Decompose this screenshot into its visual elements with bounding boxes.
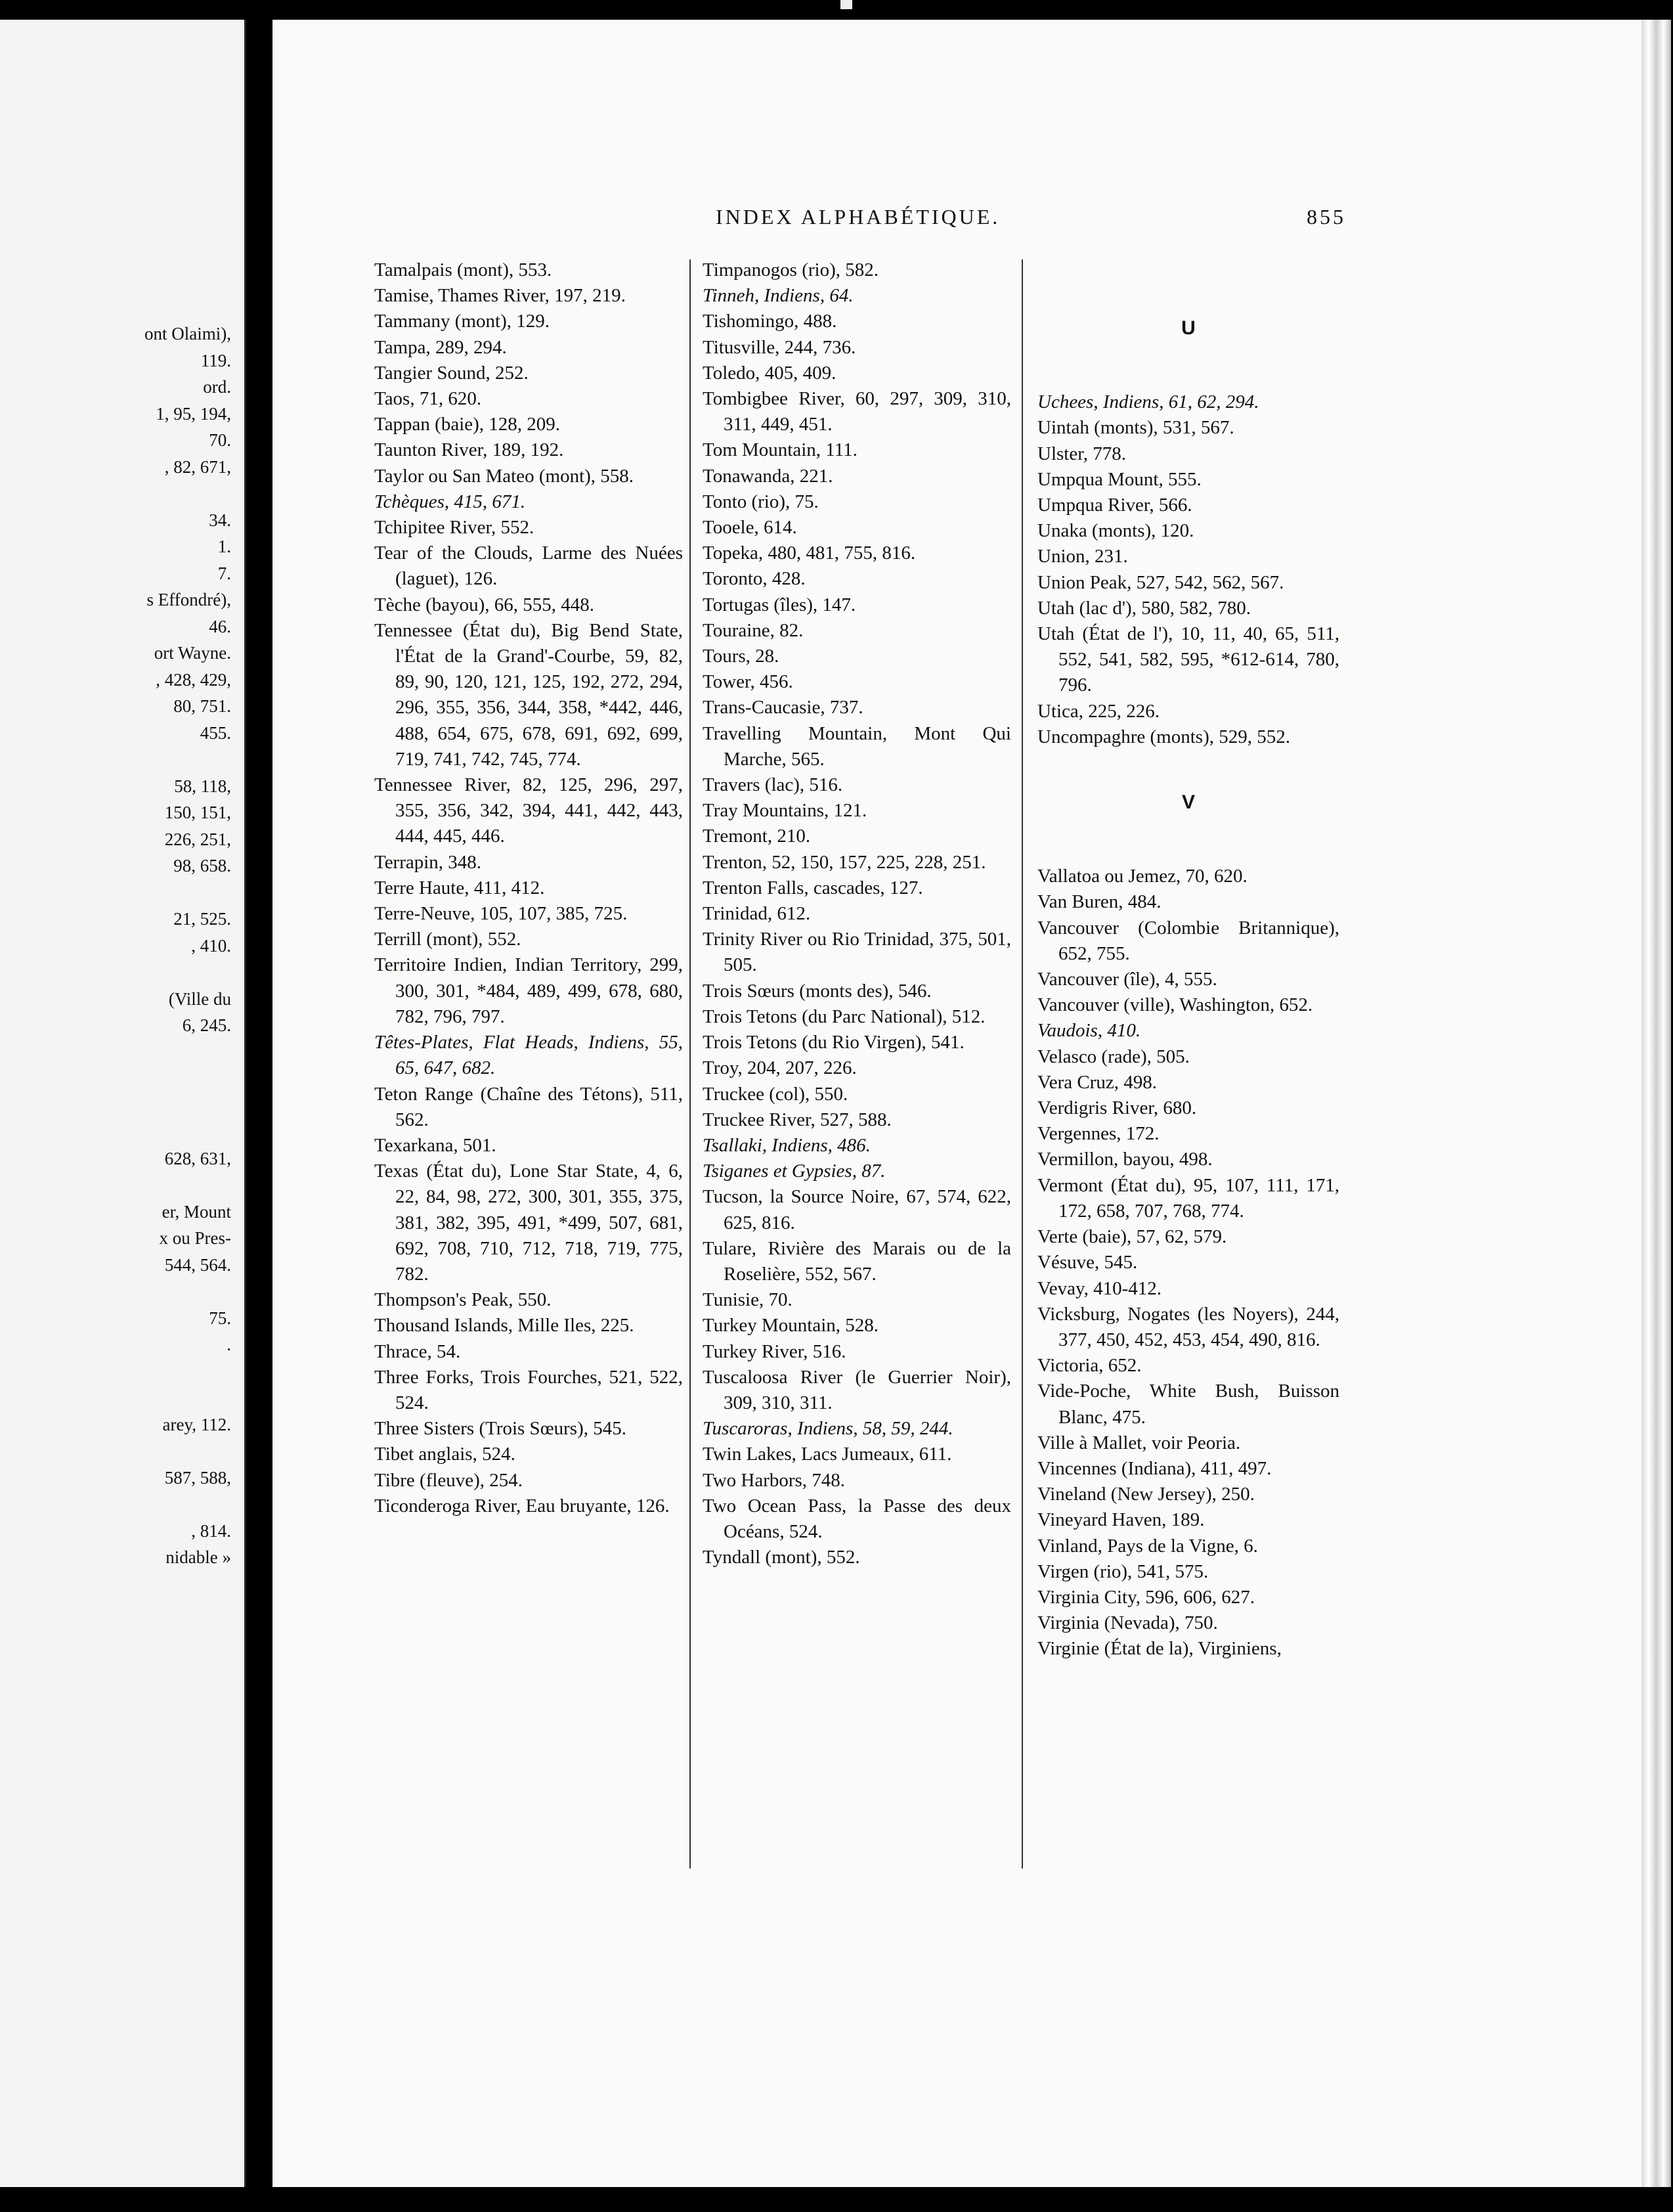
facing-page-line: , 410. [191, 935, 231, 956]
index-entry: Turkey River, 516. [703, 1340, 846, 1362]
index-entry: Vancouver (ville), Washington, 652. [1037, 994, 1313, 1016]
index-entry: Uchees, Indiens, 61, 62, 294. [1037, 391, 1259, 413]
index-entry: Trinidad, 612. [703, 903, 811, 925]
index-entry: Unaka (monts), 120. [1037, 520, 1194, 542]
index-entry: Tear of the Clouds, Larme des Nuées (laguet), 126. [374, 542, 683, 590]
facing-page-line: x ou Pres- [159, 1228, 231, 1248]
index-entry: Uncompaghre (monts), 529, 552. [1037, 726, 1290, 747]
index-entry: Ticonderoga River, Eau bruyante, 126. [374, 1495, 670, 1516]
index-entry: Utah (lac d'), 580, 582, 780. [1037, 597, 1251, 619]
index-entry: Topeka, 480, 481, 755, 816. [703, 542, 916, 564]
index-entry: Thousand Islands, Mille Iles, 225. [374, 1315, 634, 1337]
facing-page-line: arey, 112. [162, 1414, 231, 1434]
index-entry: Tishomingo, 488. [703, 311, 837, 332]
facing-page-line: 98, 658. [173, 856, 231, 875]
column-rule [1022, 259, 1023, 1869]
index-entry: Terre-Neuve, 105, 107, 385, 725. [374, 903, 628, 925]
index-entry: Velasco (rade), 505. [1037, 1046, 1190, 1067]
index-entry: Turkey Mountain, 528. [703, 1315, 879, 1337]
facing-page-line: 628, 631, [164, 1148, 231, 1168]
facing-page-line: 6, 245. [182, 1015, 231, 1035]
index-entry: Three Forks, Trois Fourches, 521, 522, 524. [374, 1366, 683, 1413]
scan-speck [840, 0, 852, 9]
index-entry: Vancouver (île), 4, 555. [1037, 969, 1217, 990]
index-entry: Tuscaroras, Indiens, 58, 59, 244. [703, 1418, 953, 1440]
facing-page-line: ont Olaimi), [144, 324, 231, 343]
facing-page-line: 7. [217, 563, 231, 583]
index-entry: Vermont (État du), 95, 107, 111, 171, 172, 658, 707, 768, 774. [1037, 1174, 1339, 1222]
facing-page-line: 70. [209, 430, 231, 450]
index-entry: Vaudois, 410. [1037, 1020, 1141, 1042]
index-entry: Tremont, 210. [703, 826, 811, 847]
index-entry: Tennessee (État du), Big Bend State, l'État de la Grand'-Courbe, 59, 82, 89, 90, 120, 121, 125, 192, 272, 294, 296, 355, 356, 344, 358, *442, 446, 488, 654, 675, 678, 691, 692, 699, 719, 741, 742, 745, 774. [374, 619, 683, 770]
index-entry: Tom Mountain, 111. [703, 439, 858, 461]
index-entry: Tamise, Thames River, 197, 219. [374, 285, 626, 307]
index-entry: Virginia (Nevada), 750. [1037, 1612, 1218, 1634]
index-entry: Vergennes, 172. [1037, 1123, 1160, 1145]
facing-page-line: 75. [209, 1308, 231, 1328]
index-entry: Terrapin, 348. [374, 851, 482, 873]
index-entry: Two Ocean Pass, la Passe des deux Océans, 524. [703, 1495, 1011, 1542]
index-entry: Tuscaloosa River (le Guerrier Noir), 309, 310, 311. [703, 1366, 1011, 1413]
facing-page-line: 455. [200, 722, 231, 743]
index-entry: Tours, 28. [703, 646, 779, 667]
index-entry: Tulare, Rivière des Marais ou de la Roselière, 552, 567. [703, 1237, 1011, 1285]
index-entry: Umpqua Mount, 555. [1037, 468, 1202, 490]
index-column-2 [703, 257, 1011, 1570]
facing-page-line: 58, 118, [174, 776, 231, 796]
facing-page-line: ord. [203, 377, 231, 397]
page-title: INDEX ALPHABÉTIQUE. [716, 205, 1001, 229]
index-entry: Tombigbee River, 60, 297, 309, 310, 311, 449, 451. [703, 388, 1011, 435]
running-header [716, 205, 1346, 231]
index-entry: Vésuve, 545. [1037, 1252, 1138, 1273]
facing-page-line: 34. [209, 510, 231, 530]
index-entry: Teton Range (Chaîne des Tétons), 511, 562. [374, 1083, 683, 1130]
index-entry: Vinland, Pays de la Vigne, 6. [1037, 1535, 1258, 1557]
index-entry: Twin Lakes, Lacs Jumeaux, 611. [703, 1444, 952, 1465]
facing-page-line: 587, 588, [164, 1467, 231, 1488]
section-v-entries [1037, 864, 1339, 1662]
index-entry: Tinneh, Indiens, 64. [703, 285, 854, 307]
facing-page-fragment [0, 20, 246, 2187]
index-entry: Tower, 456. [703, 671, 793, 693]
index-entry: Vincennes (Indiana), 411, 497. [1037, 1457, 1272, 1479]
index-entry: Ulster, 778. [1037, 443, 1126, 464]
index-entry: Vancouver (Colombie Britannique), 652, 755. [1037, 917, 1339, 964]
index-entry: Trois Tetons (du Parc National), 512. [703, 1006, 986, 1027]
index-entry: Toronto, 428. [703, 568, 806, 590]
index-entry: Trois Sœurs (monts des), 546. [703, 980, 932, 1002]
index-entry: Virgen (rio), 541, 575. [1037, 1560, 1209, 1582]
index-column-1 [374, 257, 683, 1519]
index-entry: Truckee (col), 550. [703, 1083, 848, 1105]
index-entry: Texarkana, 501. [374, 1134, 496, 1156]
column-rule [689, 259, 691, 1869]
facing-page-line: ort Wayne. [154, 643, 231, 663]
index-entry: Utah (État de l'), 10, 11, 40, 65, 511, 552, 541, 582, 595, *612-614, 780, 796. [1037, 623, 1339, 696]
section-u-entries [1037, 389, 1339, 750]
index-entry: Travers (lac), 516. [703, 774, 843, 796]
facing-page-line: s Effondré), [146, 590, 231, 609]
index-entry: Tsallaki, Indiens, 486. [703, 1134, 871, 1156]
index-entry: Texas (État du), Lone Star State, 4, 6, 22, 84, 98, 272, 300, 301, 355, 375, 381, 382, 395, 491, *499, 507, 681, 692, 708, 710, 712, 718, 719, 775, 782. [374, 1161, 683, 1285]
index-entry: Tèche (bayou), 66, 555, 448. [374, 594, 595, 615]
index-column-3 [1037, 257, 1339, 1662]
index-entry: Timpanogos (rio), 582. [703, 259, 879, 280]
index-entry: Travelling Mountain, Mont Qui Marche, 565. [703, 722, 1011, 770]
index-entry: Umpqua River, 566. [1037, 495, 1192, 516]
facing-page-line: nidable » [165, 1547, 231, 1567]
index-entry: Troy, 204, 207, 226. [703, 1057, 857, 1079]
index-entry: Tchèques, 415, 671. [374, 491, 526, 512]
index-entry: Trans-Caucasie, 737. [703, 697, 863, 719]
section-letter-u: U [1181, 317, 1196, 339]
index-entry: Three Sisters (Trois Sœurs), 545. [374, 1418, 626, 1440]
facing-page-line: 80, 751. [173, 696, 231, 716]
index-entry: Taos, 71, 620. [374, 388, 482, 410]
index-entry: Titusville, 244, 736. [703, 336, 856, 358]
index-entry: Tappan (baie), 128, 209. [374, 414, 561, 435]
index-entry: Tibre (fleuve), 254. [374, 1469, 523, 1491]
index-entry: Tsiganes et Gypsies, 87. [703, 1161, 886, 1182]
index-entry: Tibet anglais, 524. [374, 1444, 515, 1465]
page-number: 855 [1307, 205, 1346, 229]
index-entry: Ville à Mallet, voir Peoria. [1037, 1432, 1241, 1453]
index-entry: Terre Haute, 411, 412. [374, 877, 545, 898]
index-entry: Tooele, 614. [703, 517, 797, 539]
index-entry: Two Harbors, 748. [703, 1469, 846, 1491]
index-entry: Vineyard Haven, 189. [1037, 1509, 1205, 1531]
index-entry: Tangier Sound, 252. [374, 362, 529, 384]
index-entry: Touraine, 82. [703, 619, 804, 641]
index-entry: Vide-Poche, White Bush, Buisson Blanc, 475. [1037, 1381, 1339, 1428]
facing-page-line: 119. [200, 350, 231, 370]
facing-page-line: 21, 525. [173, 909, 231, 929]
index-entry: Union, 231. [1037, 546, 1128, 567]
facing-page-line: , 82, 671, [164, 456, 231, 477]
index-entry: Trois Tetons (du Rio Virgen), 541. [703, 1032, 965, 1053]
index-entry: Tammany (mont), 129. [374, 311, 550, 332]
index-entry: Territoire Indien, Indian Territory, 299, 300, 301, *484, 489, 499, 678, 680, 782, 796, 797. [374, 954, 683, 1027]
index-entry: Toledo, 405, 409. [703, 362, 836, 384]
index-entry: Tray Mountains, 121. [703, 800, 867, 822]
index-entry: Tonawanda, 221. [703, 465, 833, 487]
index-entry: Verte (baie), 57, 62, 579. [1037, 1226, 1227, 1248]
index-entry: Virginia City, 596, 606, 627. [1037, 1586, 1255, 1608]
index-entry: Tyndall (mont), 552. [703, 1547, 860, 1568]
index-entry: Tunisie, 70. [703, 1289, 793, 1311]
index-entry: Vineland (New Jersey), 250. [1037, 1484, 1255, 1505]
facing-page-line: , 814. [191, 1520, 231, 1541]
facing-page-line: 1, 95, 194, [156, 403, 231, 424]
page-edge [1641, 20, 1671, 2187]
facing-page-line: er, Mount [162, 1201, 231, 1222]
index-entry: Utica, 225, 226. [1037, 700, 1160, 722]
facing-page-line: 544, 564. [164, 1254, 231, 1275]
index-entry: Verdigris River, 680. [1037, 1097, 1197, 1119]
index-entry: Tampa, 289, 294. [374, 336, 507, 358]
index-entry: Vicksburg, Nogates (les Noyers), 244, 377, 450, 452, 453, 454, 490, 816. [1037, 1303, 1339, 1350]
index-entry: Thrace, 54. [374, 1340, 461, 1362]
index-entry: Taunton River, 189, 192. [374, 439, 564, 461]
index-entry: Union Peak, 527, 542, 562, 567. [1037, 571, 1284, 593]
index-entry: Taylor ou San Mateo (mont), 558. [374, 465, 634, 487]
index-entry: Vevay, 410-412. [1037, 1277, 1162, 1299]
index-entry: Vallatoa ou Jemez, 70, 620. [1037, 866, 1248, 887]
index-entry: Tamalpais (mont), 553. [374, 259, 552, 280]
index-entry: Terrill (mont), 552. [374, 929, 521, 950]
facing-page-line: . [227, 1335, 231, 1354]
index-entry: Trinity River ou Rio Trinidad, 375, 501, 505. [703, 929, 1011, 976]
facing-page-line: 46. [209, 616, 231, 636]
index-entry: Têtes-Plates, Flat Heads, Indiens, 55, 65, 647, 682. [374, 1032, 683, 1079]
facing-page-line: 1. [217, 537, 231, 556]
index-entry: Vera Cruz, 498. [1037, 1071, 1158, 1093]
index-entry: Thompson's Peak, 550. [374, 1289, 552, 1311]
facing-page-line: 150, 151, [164, 803, 231, 822]
index-entry: Tucson, la Source Noire, 67, 574, 622, 625, 816. [703, 1186, 1011, 1233]
facing-page-line: , 428, 429, [156, 669, 231, 690]
index-entry: Truckee River, 527, 588. [703, 1109, 892, 1130]
index-entry: Tonto (rio), 75. [703, 491, 819, 512]
index-entry: Victoria, 652. [1037, 1355, 1142, 1377]
index-entry: Vermillon, bayou, 498. [1037, 1149, 1213, 1170]
index-entry: Virginie (État de la), Virginiens, [1037, 1638, 1282, 1660]
index-entry: Trenton Falls, cascades, 127. [703, 877, 923, 898]
index-entry: Van Buren, 484. [1037, 891, 1162, 913]
facing-page-line: (Ville du [168, 988, 231, 1009]
index-entry: Tchipitee River, 552. [374, 517, 534, 539]
section-letter-v: V [1181, 791, 1195, 814]
index-entry: Tennessee River, 82, 125, 296, 297, 355, 356, 342, 394, 441, 442, 443, 444, 445, 446. [374, 774, 683, 847]
index-entry: Trenton, 52, 150, 157, 225, 228, 251. [703, 851, 986, 873]
index-entry: Tortugas (îles), 147. [703, 594, 856, 615]
index-entry: Uintah (monts), 531, 567. [1037, 417, 1234, 439]
facing-page-line: 226, 251, [164, 829, 231, 849]
